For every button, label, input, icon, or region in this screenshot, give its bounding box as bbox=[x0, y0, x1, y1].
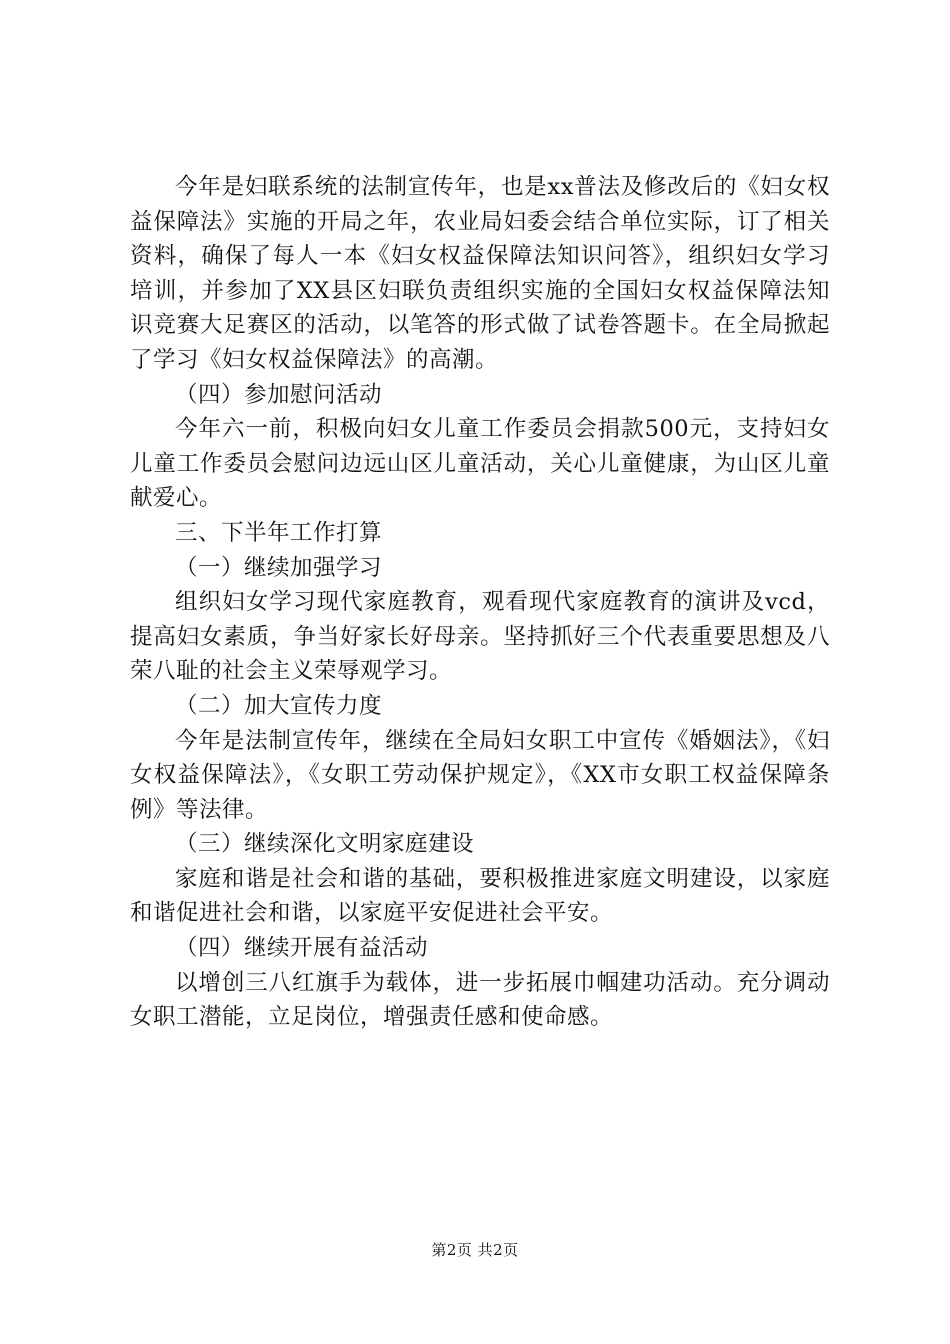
heading-publicity: （二）加大宣传力度 bbox=[175, 692, 383, 719]
heading-beneficial-activities: （四）继续开展有益活动 bbox=[175, 935, 429, 962]
paragraph-publicity: 今年是法制宣传年，继续在全局妇女职工中宣传《婚姻法》，《妇女权益保障法》，《女职工劳动保护规定》，《XX市女职工权益保障条例》等法律。 bbox=[130, 727, 830, 823]
paragraph-beneficial-activities: 以增创三八红旗手为载体，进一步拓展巾帼建功活动。充分调动女职工潜能，立足岗位，增强责任感和使命感。 bbox=[130, 969, 830, 1031]
heading-family-building: （三）继续深化文明家庭建设 bbox=[175, 831, 475, 858]
paragraph-donation: 今年六一前，积极向妇女儿童工作委员会捐款500元，支持妇女儿童工作委员会慰问边远山区儿童活动，关心儿童健康，为山区儿童献爱心。 bbox=[130, 416, 830, 512]
heading-condolence-activity: （四）参加慰问活动 bbox=[175, 381, 383, 408]
paragraph-law-publicity: 今年是妇联系统的法制宣传年，也是xx普法及修改后的《妇女权益保障法》实施的开局之年，农业局妇委会结合单位实际，订了相关资料，确保了每人一本《妇女权益保障法知识问答》，组织妇女学习培训，并参加了XX县区妇联负责组织实施的全国妇女权益保障法知识竞赛大足赛区的活动，以笔答的形式做了试卷答题卡。在全局掀起了学习《妇女权益保障法》的高潮。 bbox=[130, 174, 830, 373]
document-body bbox=[130, 170, 830, 1035]
page-footer: 第2页 共2页 bbox=[431, 1241, 519, 1259]
paragraph-family-building: 家庭和谐是社会和谐的基础，要积极推进家庭文明建设，以家庭和谐促进社会和谐，以家庭平安促进社会平安。 bbox=[130, 865, 830, 927]
heading-second-half-plan: 三、下半年工作打算 bbox=[175, 519, 383, 546]
paragraph-learning: 组织妇女学习现代家庭教育，观看现代家庭教育的演讲及vcd，提高妇女素质，争当好家长好母亲。坚持抓好三个代表重要思想及八荣八耻的社会主义荣辱观学习。 bbox=[130, 589, 830, 685]
heading-continue-learning: （一）继续加强学习 bbox=[175, 554, 383, 581]
